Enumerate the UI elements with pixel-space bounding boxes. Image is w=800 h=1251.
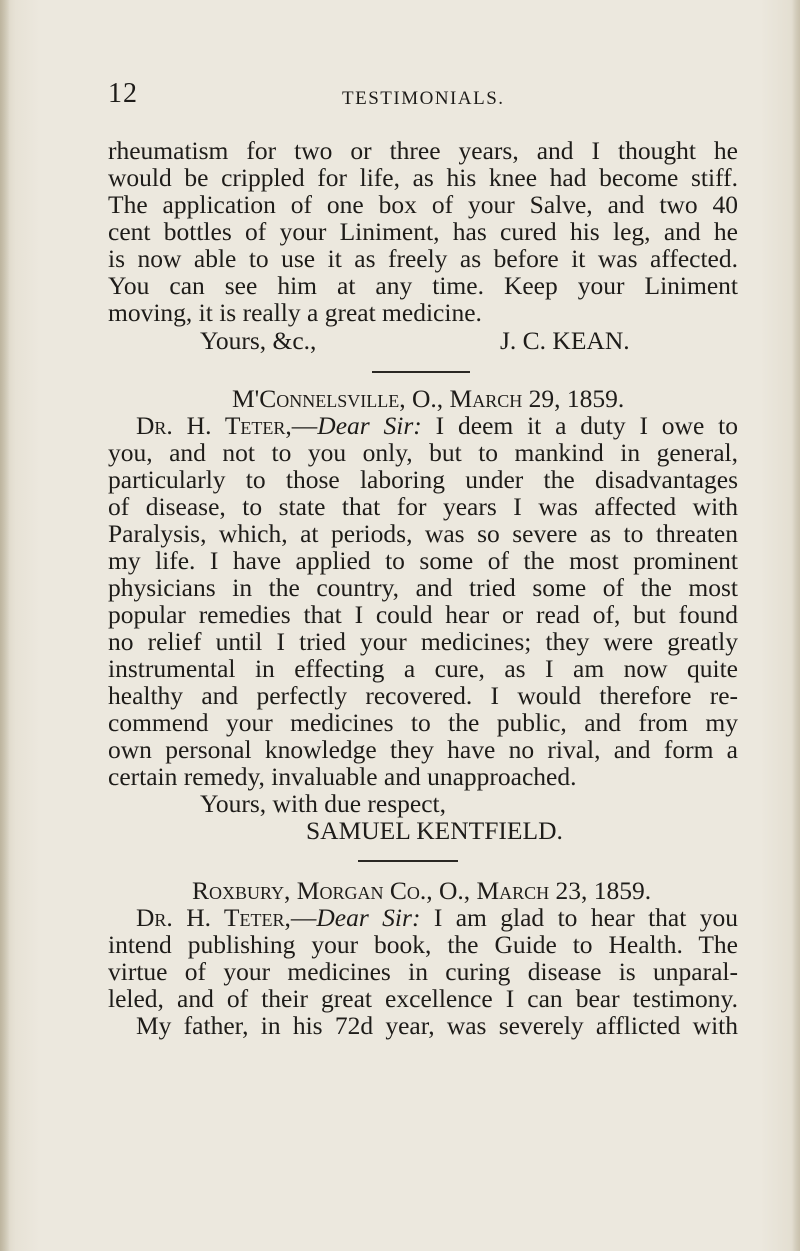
place-date-text: M'Connelsville, O., March 29, 1859. [232, 384, 625, 413]
letter3-place-date [192, 876, 651, 906]
place-date-text: Roxbury, Morgan Co., O., March 23, 1859. [192, 876, 652, 905]
salutation-name: Dr. H. Teter,— [136, 903, 317, 932]
letter2-line: no relief until I tried your medicines; they were greatly [108, 627, 738, 656]
letter3-line [108, 930, 738, 960]
letter2-salutation-line [136, 411, 738, 441]
letter3-line: leled, and of their great excellence I can bear testimony. [108, 984, 738, 1013]
letter2-line: instrumental in effecting a cure, as I am now quite [108, 654, 738, 683]
letter3-line: virtue of your medicines in curing disease is unparal- [108, 957, 738, 986]
salutation-rest: I am glad to hear that you [420, 903, 738, 932]
letter2-signature: SAMUEL KENTFIELD. [306, 816, 563, 845]
letter1-line: is now able to use it as freely as before it was affected. [108, 244, 738, 273]
letter1-line: The application of one box of your Salve, and two 40 [108, 190, 738, 219]
page-number: 12 [108, 78, 138, 109]
letter1-closing: Yours, &c., [200, 326, 317, 355]
letter3-salutation-line [136, 903, 738, 933]
letter2-line: popular remedies that I could hear or read of, but found [108, 600, 738, 629]
section-divider [372, 371, 470, 373]
letter1-signature: J. C. KEAN. [500, 326, 630, 355]
letter1-line: moving, it is really a great medicine. [108, 298, 482, 327]
letter3-line: My father, in his 72d year, was severely afflicted with [136, 1011, 738, 1040]
running-head: TESTIMONIALS. [342, 88, 505, 109]
letter2-line: particularly to those laboring under the disadvantages [108, 465, 738, 494]
letter1-line: rheumatism for two or three years, and I thought he [108, 136, 738, 165]
letter2-line: you, and not to you only, but to mankind in general, [108, 438, 738, 467]
letter2-place-date [232, 384, 624, 414]
page-right-edge [792, 0, 800, 1251]
salutation-greeting: Dear Sir: [317, 411, 422, 440]
letter2-line: my life. I have applied to some of the most prominent [108, 546, 738, 575]
letter2-line: physicians in the country, and tried some of the most [108, 573, 738, 602]
letter2-line: Paralysis, which, at periods, was so severe as to threaten [108, 519, 738, 548]
letter2-line: own personal knowledge they have no rival, and form a [108, 735, 738, 764]
section-divider [358, 860, 458, 862]
salutation-greeting: Dear Sir: [316, 903, 421, 932]
letter1-line: would be crippled for life, as his knee had become stiff. [108, 163, 738, 192]
salutation-rest: I deem it a duty I owe to [421, 411, 738, 440]
letter2-line: healthy and perfectly recovered. I would therefore re- [108, 681, 738, 710]
salutation-name: Dr. H. Teter,— [136, 411, 318, 440]
letter1-line: cent bottles of your Liniment, has cured his leg, and he [108, 217, 738, 246]
letter3-line-text: intend publishing your book, the Guide to Health. The [108, 930, 738, 959]
letter2-line: commend your medicines to the public, and from my [108, 708, 738, 737]
letter2-line: certain remedy, invaluable and unapproached. [108, 762, 577, 791]
letter2-line: of disease, to state that for years I was affected with [108, 492, 738, 521]
letter2-closing: Yours, with due respect, [200, 789, 447, 818]
letter1-line: You can see him at any time. Keep your Liniment [108, 271, 738, 300]
page-left-edge [0, 0, 10, 1251]
